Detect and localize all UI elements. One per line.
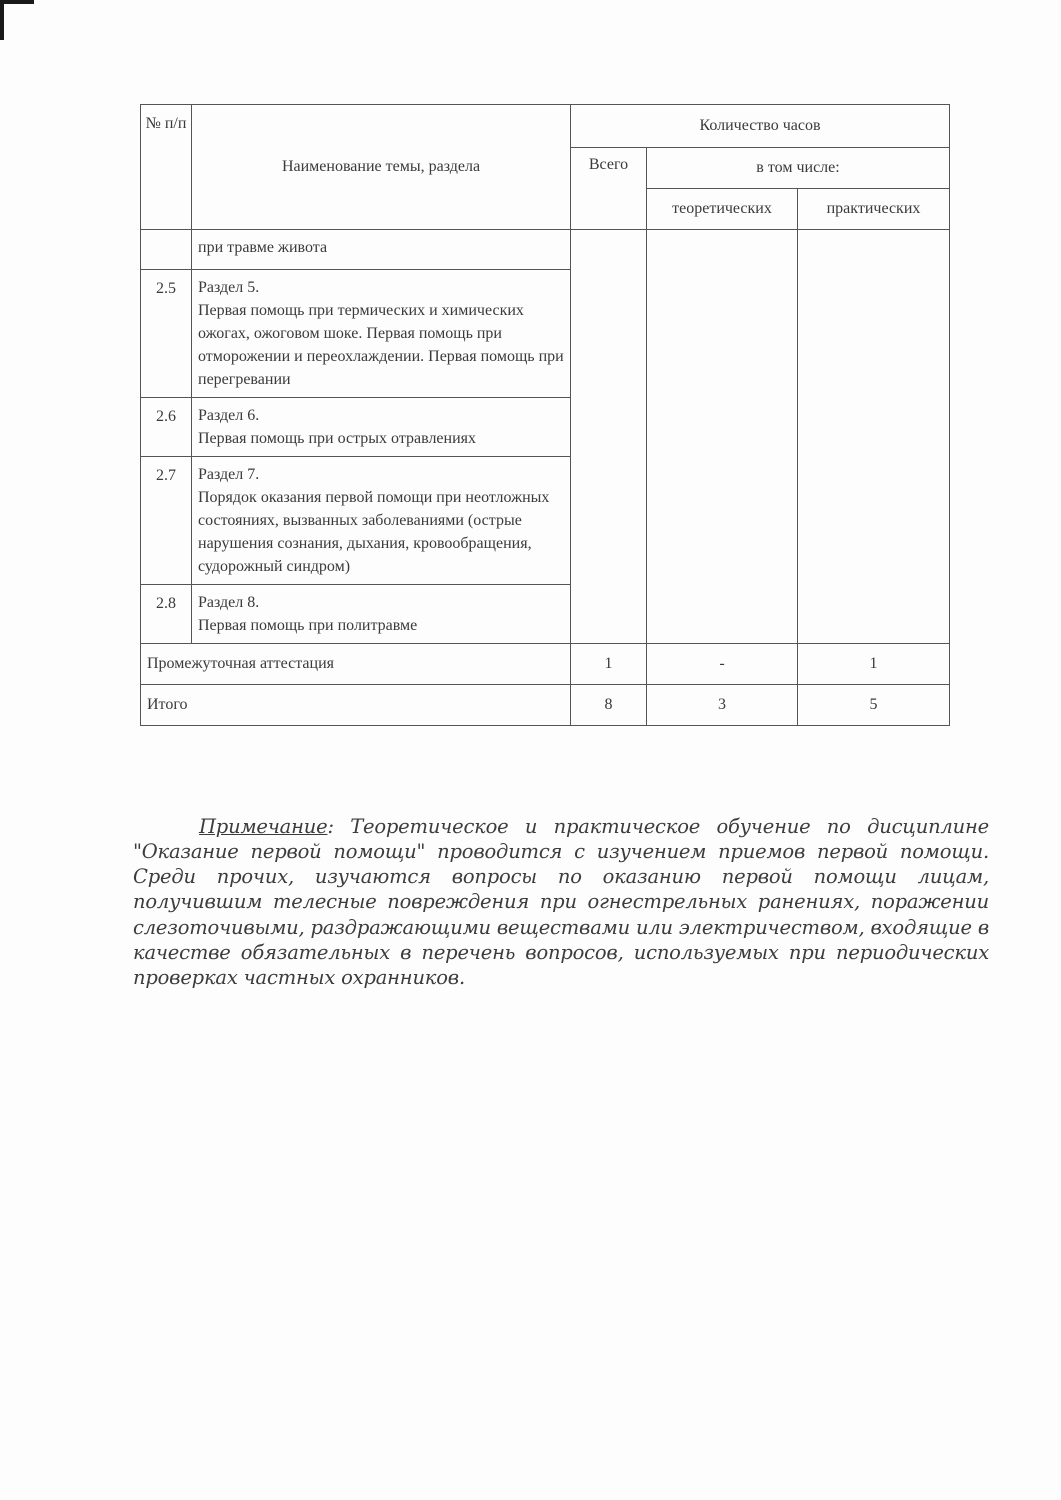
header-practice: практических [798,189,950,230]
summary-row-total [141,685,950,726]
scan-corner-mark [0,0,34,4]
table-header-row [141,105,950,148]
header-total: Всего [571,148,647,230]
row-num: 2.7 [141,457,192,585]
row-section-title: Раздел 7. [198,466,260,483]
row-text: Первая помощь при политравме [198,617,418,634]
row-text: Первая помощь при термических и химических ожогах, ожоговом шоке. Первая помощь при отморожении и переохлаждении. Первая помощь при перегревании [198,302,564,388]
summary-practice: 1 [798,644,950,685]
note-label: Примечание [199,814,328,838]
row-num: 2.6 [141,398,192,457]
scan-corner-mark-vertical [0,0,4,40]
summary-label: Промежуточная аттестация [141,644,571,685]
row-title [192,398,571,457]
row-practice-empty [798,230,950,644]
row-total-empty [571,230,647,644]
row-text: Первая помощь при острых отравлениях [198,430,477,447]
header-including: в том числе: [647,148,950,189]
header-theory: теоретических [647,189,798,230]
row-num [141,230,192,270]
row-num: 2.8 [141,585,192,644]
header-hours: Количество часов [571,105,950,148]
summary-total: 1 [571,644,647,685]
row-text: при травме живота [198,239,328,256]
summary-theory: - [647,644,798,685]
summary-label: Итого [141,685,571,726]
summary-theory: 3 [647,685,798,726]
row-section-title: Раздел 6. [198,407,260,424]
row-title [192,230,571,270]
note-text: : Теоретическое и практическое обучение по дисциплине "Оказание первой помощи" проводится с изучением приемов первой помощи. Среди прочих, изучаются вопросы по оказанию первой помощи лицам, получившим телесные повреждения при огнестрельных ранениях, поражении слезоточивыми, раздражающими веществами или электричеством, входящие в качестве обязательных в перечень вопросов, используемых при периодических проверках частных охранников. [133,814,990,990]
note-paragraph [133,814,989,991]
row-text: Порядок оказания первой помощи при неотложных состояниях, вызванных заболеваниями (острые нарушения сознания, дыхания, кровообращения, судорожный синдром) [198,489,550,575]
row-title [192,585,571,644]
summary-total: 8 [571,685,647,726]
hours-table [140,104,950,726]
row-section-title: Раздел 8. [198,594,260,611]
summary-practice: 5 [798,685,950,726]
table-row [141,230,950,270]
row-title [192,457,571,585]
header-name: Наименование темы, раздела [192,105,571,230]
header-num: № п/п [141,105,192,230]
row-theory-empty [647,230,798,644]
row-section-title: Раздел 5. [198,279,260,296]
row-num: 2.5 [141,270,192,398]
row-title [192,270,571,398]
summary-row-intermediate [141,644,950,685]
